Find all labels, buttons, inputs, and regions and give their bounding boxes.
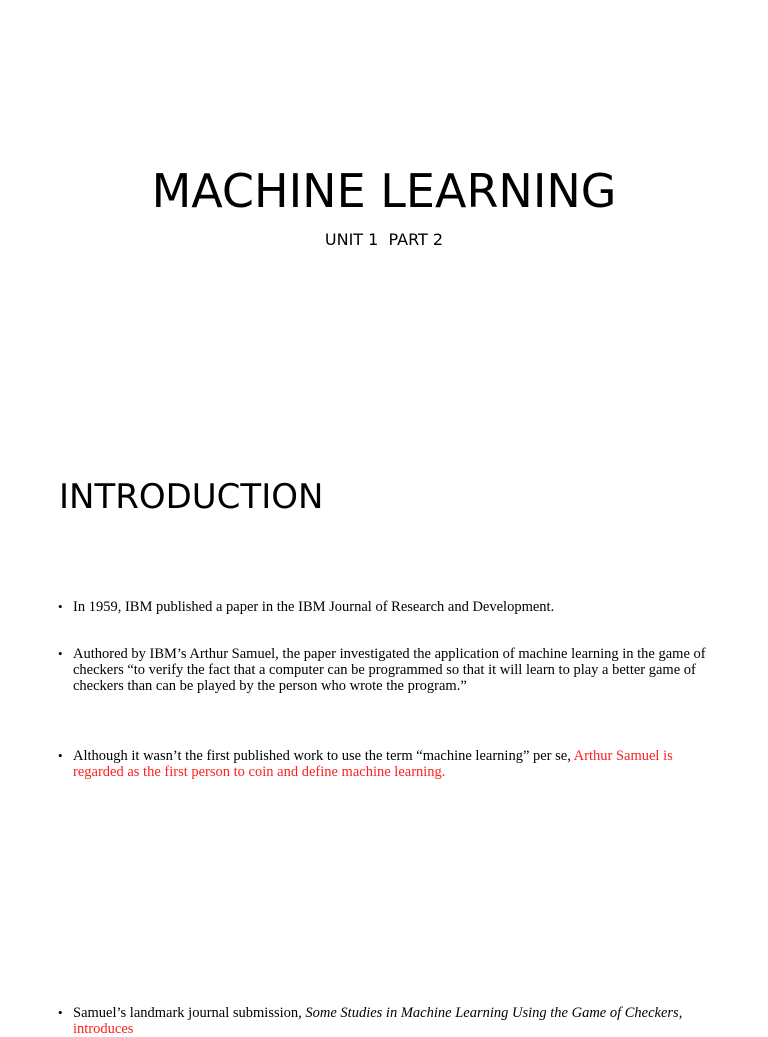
bullet-icon: • xyxy=(58,646,63,661)
bullet-text-plain: Although it wasn’t the first published work to use the term “machine learning” per se, xyxy=(73,748,574,764)
bullet-text: Authored by IBM’s Arthur Samuel, the paper investigated the application of machine learning in the game of checkers “to verify the fact that a computer can be programmed so that it will learn to play a better game of checkers than can be played by the person who wrote the program.” xyxy=(73,646,706,694)
bullet-text-plain: Samuel’s landmark journal submission, xyxy=(73,1005,306,1021)
slide-title: MACHINE LEARNING xyxy=(151,164,617,218)
bullet-item xyxy=(58,1005,708,1037)
slide-subtitle: UNIT 1 PART 2 xyxy=(324,230,444,249)
bullet-icon: • xyxy=(58,599,63,614)
bullet-item xyxy=(58,599,708,615)
bullet-text-highlight: Arthur Samuel is regarded as the first person to coin and define machine learning. xyxy=(73,748,673,780)
section-heading: INTRODUCTION xyxy=(59,477,324,517)
bullet-item xyxy=(58,748,708,780)
bullet-item xyxy=(58,646,708,694)
bullet-text-highlight: introduces xyxy=(73,1021,134,1037)
bullet-text xyxy=(73,748,708,780)
bullet-text-plain-2: , xyxy=(678,1005,683,1021)
bullet-text xyxy=(73,1005,708,1037)
bullet-text: In 1959, IBM published a paper in the IBM Journal of Research and Development. xyxy=(73,599,555,615)
bullet-icon: • xyxy=(58,748,63,763)
bullet-text-paper-title: Some Studies in Machine Learning Using the Game of Checkers xyxy=(305,1005,679,1021)
bullet-icon: • xyxy=(58,1005,63,1020)
